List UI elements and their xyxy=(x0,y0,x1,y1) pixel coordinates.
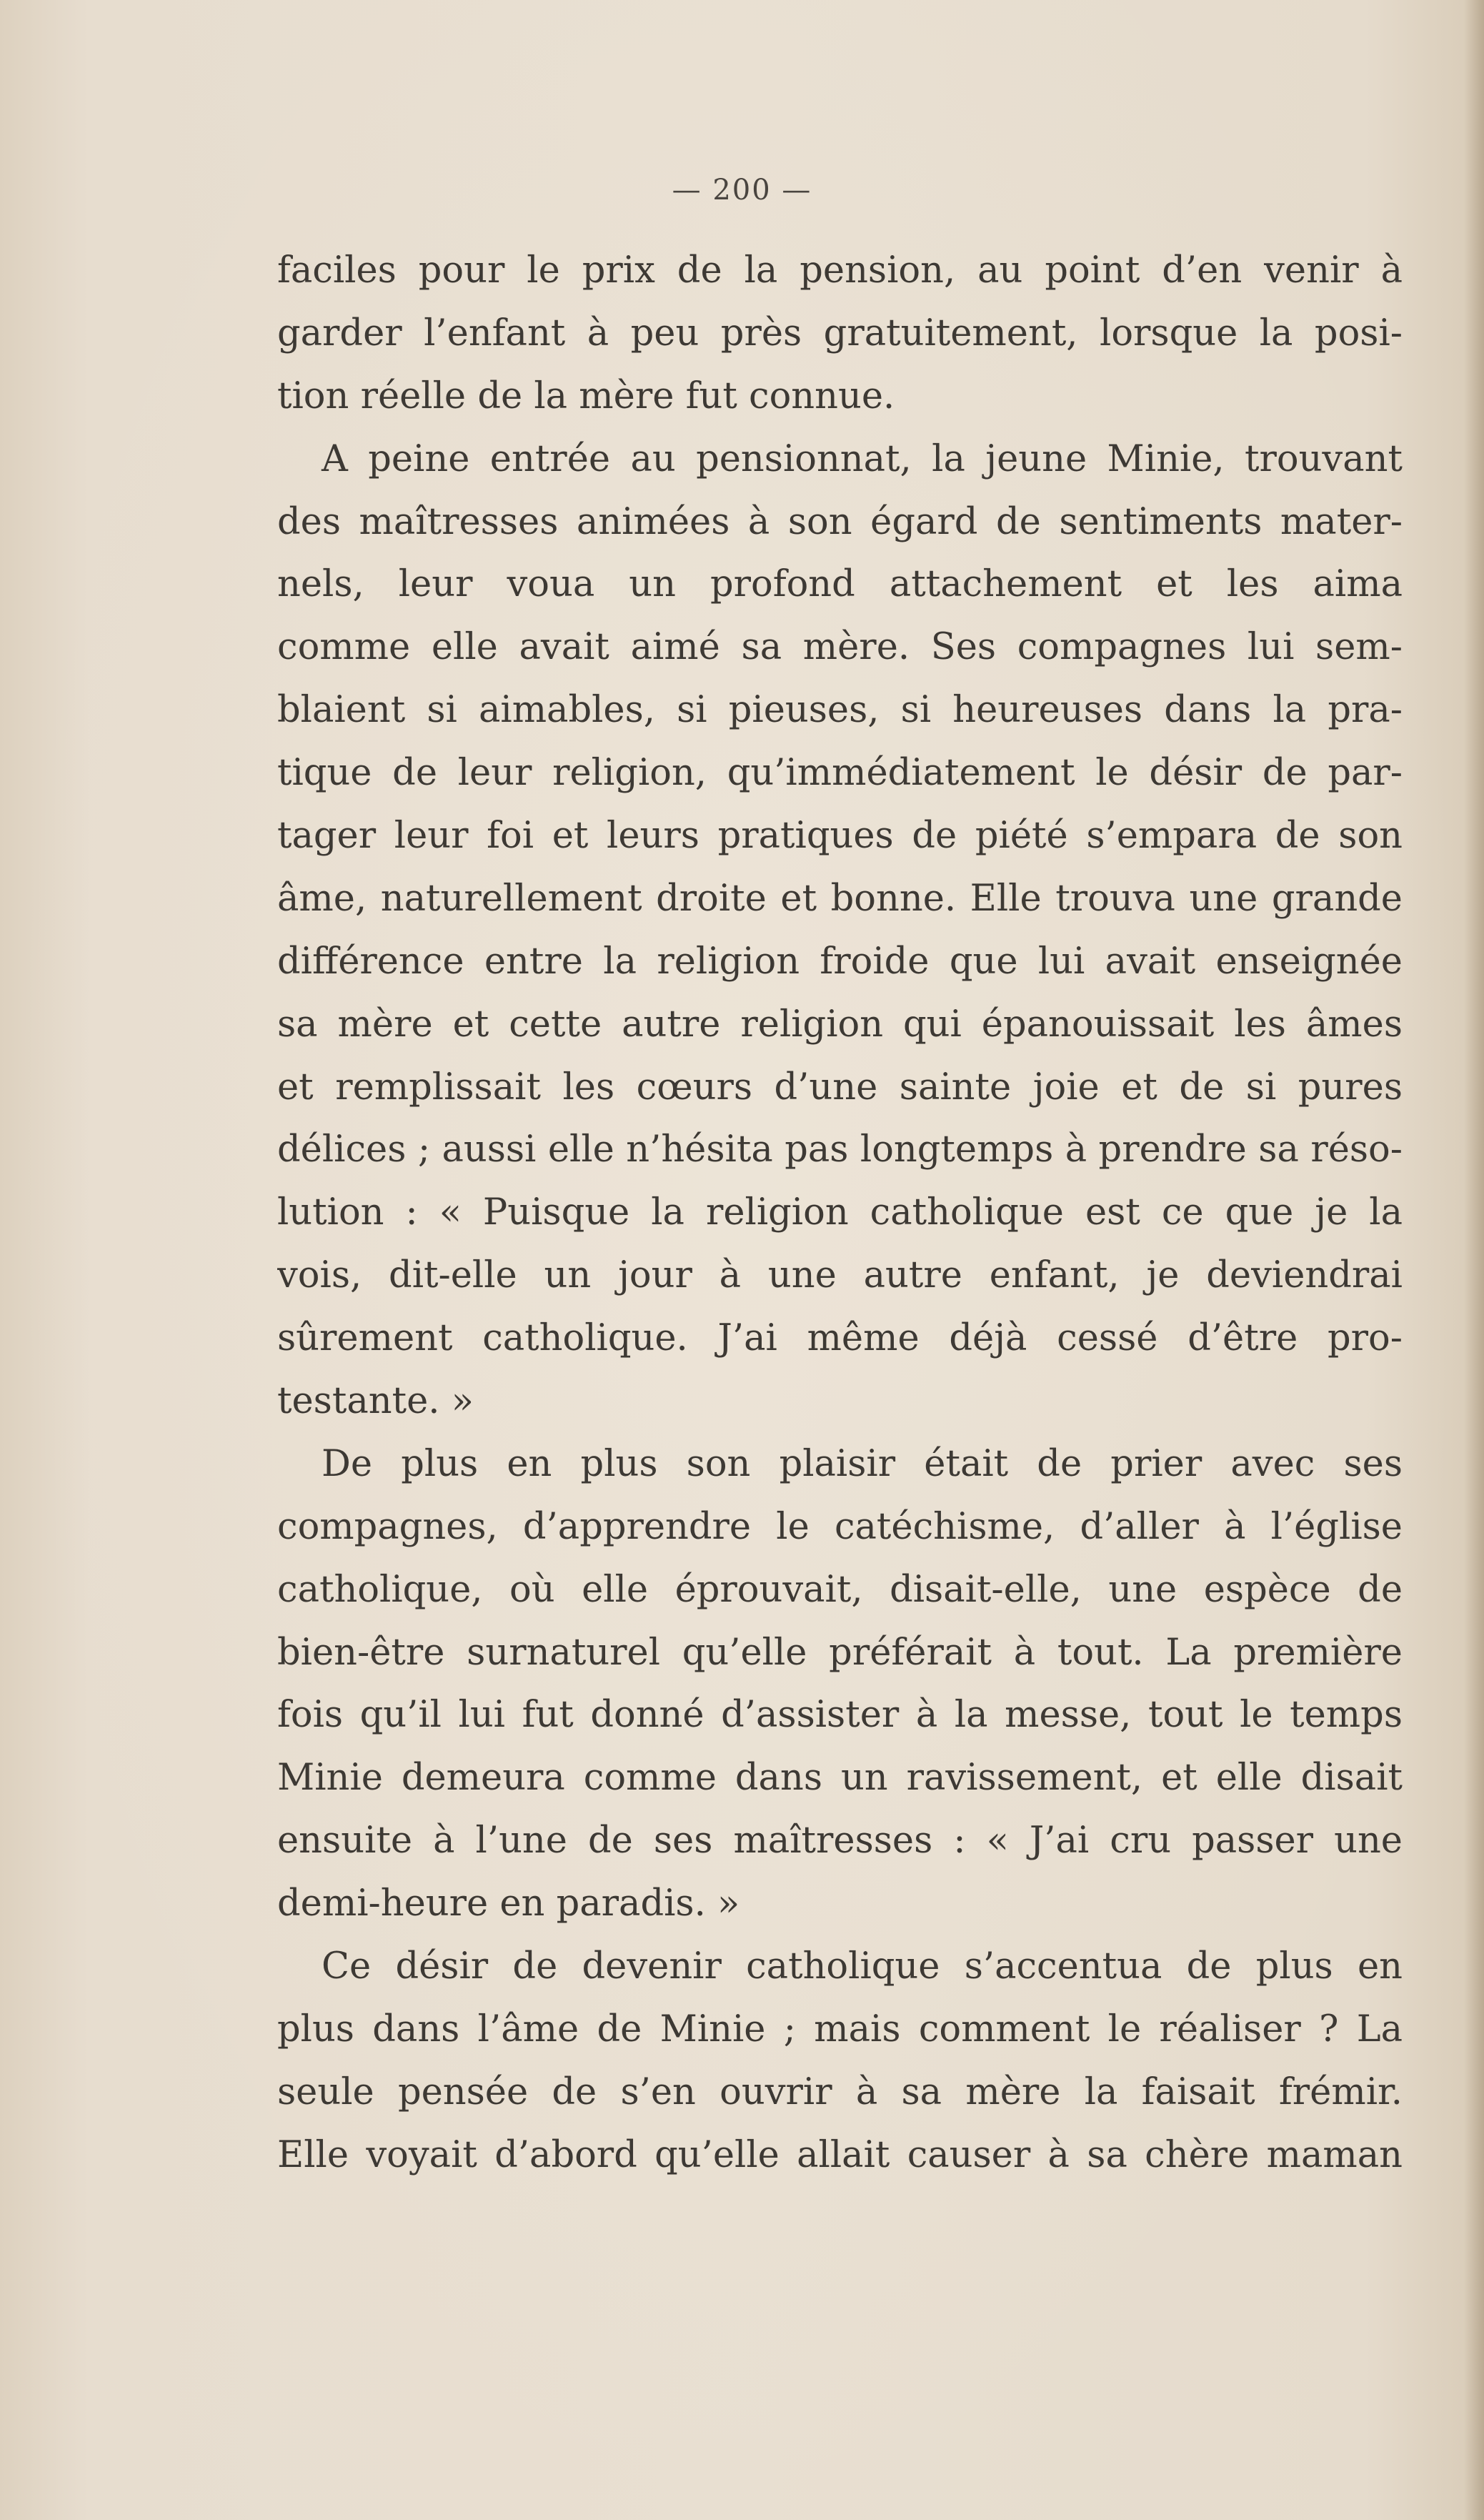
text-line: fois qu’il lui fut donné d’assister à la messe, tout le temps xyxy=(277,1694,1403,1737)
text-line: testante. » xyxy=(277,1380,474,1423)
text-line: et remplissait les cœurs d’une sainte joie et de si pures xyxy=(277,1066,1403,1108)
text-line: catholique, où elle éprouvait, disait-elle, une espèce de xyxy=(277,1568,1403,1611)
body-text xyxy=(277,239,1403,2187)
text-line: différence entre la religion froide que lui avait enseignée xyxy=(277,940,1403,983)
text-line: âme, naturellement droite et bonne. Elle trouva une grande xyxy=(277,877,1403,920)
text-line: Ce désir de devenir catholique s’accentua de plus en xyxy=(322,1945,1403,1988)
page-edge-shadow xyxy=(1464,0,1484,2520)
text-line: comme elle avait aimé sa mère. Ses compagnes lui sem- xyxy=(277,626,1403,669)
text-line: faciles pour le prix de la pension, au point d’en venir à xyxy=(277,249,1403,292)
text-line: des maîtresses animées à son égard de sentiments mater- xyxy=(277,500,1403,543)
text-line: De plus en plus son plaisir était de prier avec ses xyxy=(322,1442,1403,1485)
text-line: Minie demeura comme dans un ravissement, et elle disait xyxy=(277,1757,1403,1800)
text-line: bien-être surnaturel qu’elle préférait à tout. La première xyxy=(277,1631,1403,1674)
text-line: tion réelle de la mère fut connue. xyxy=(277,374,895,417)
text-line: délices ; aussi elle n’hésita pas longtemps à prendre sa réso- xyxy=(277,1128,1403,1171)
text-line: demi-heure en paradis. » xyxy=(277,1882,740,1925)
text-line: tique de leur religion, qu’immédiatement le désir de par- xyxy=(277,752,1403,795)
text-line: garder l’enfant à peu près gratuitement, lorsque la posi- xyxy=(277,312,1403,354)
text-line: sa mère et cette autre religion qui épanouissait les âmes xyxy=(277,1003,1403,1046)
text-line: plus dans l’âme de Minie ; mais comment le réaliser ? La xyxy=(277,2008,1403,2050)
text-line: tager leur foi et leurs pratiques de piété s’empara de son xyxy=(277,815,1403,858)
text-line: seule pensée de s’en ouvrir à sa mère la faisait frémir. xyxy=(277,2070,1403,2113)
text-line: blaient si aimables, si pieuses, si heureuses dans la pra- xyxy=(277,689,1403,732)
text-line: sûrement catholique. J’ai même déjà cessé d’être pro- xyxy=(277,1317,1403,1360)
text-line: lution : « Puisque la religion catholique est ce que je la xyxy=(277,1191,1403,1234)
text-line: vois, dit-elle un jour à une autre enfant, je deviendrai xyxy=(277,1254,1403,1297)
text-line: compagnes, d’apprendre le catéchisme, d’aller à l’église xyxy=(277,1505,1403,1548)
text-line: Elle voyait d’abord qu’elle allait causer à sa chère maman xyxy=(277,2133,1403,2176)
text-line: nels, leur voua un profond attachement et les aima xyxy=(277,563,1403,606)
text-line: ensuite à l’une de ses maîtresses : « J’ai cru passer une xyxy=(277,1820,1403,1862)
page-number: — 200 — xyxy=(672,174,812,207)
text-line: A peine entrée au pensionnat, la jeune Minie, trouvant xyxy=(322,437,1403,480)
